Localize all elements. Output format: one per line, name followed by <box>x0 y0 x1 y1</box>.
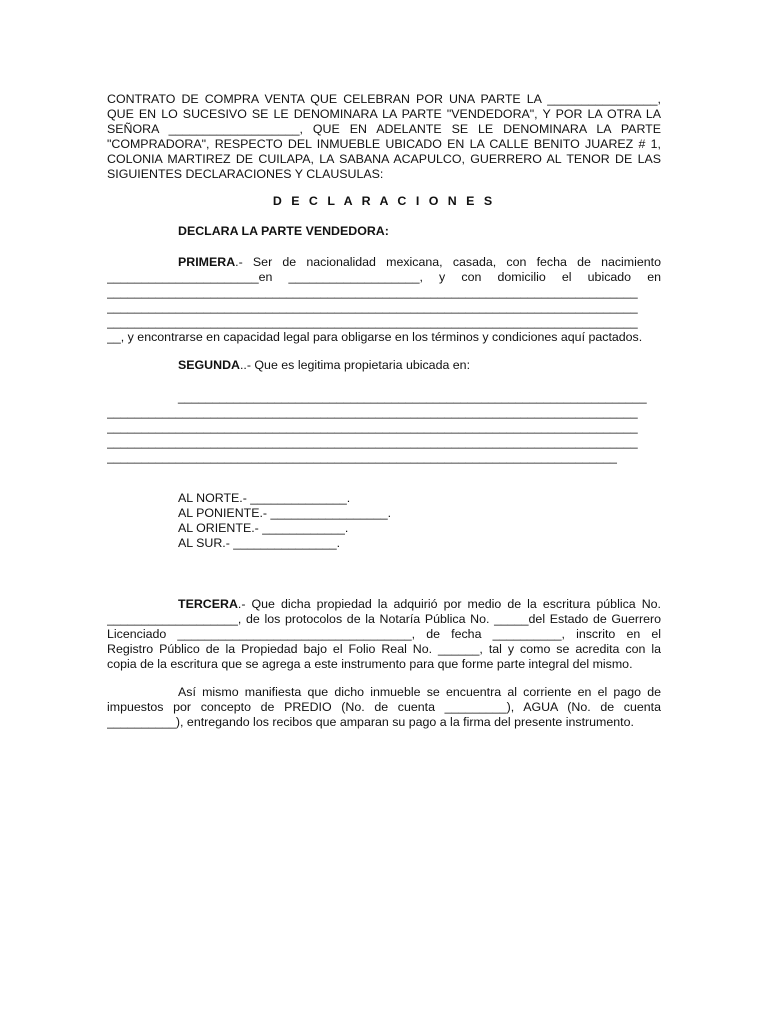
primera-line: _____________________________________________________________________________ <box>107 300 638 314</box>
tercera-line: copia de la escritura que se agrega a este instrumento para que forme parte integral del mismo. <box>107 657 633 671</box>
intro-line: SEÑORA ___________________, QUE EN ADELANTE SE LE DENOMINARA LA PARTE <box>107 122 661 136</box>
blank-line: ____________________________________________________________________ <box>178 390 647 404</box>
asimismo-line: Así mismo manifiesta que dicho inmueble se encuentra al corriente en el pago de <box>178 685 661 699</box>
tercera-line: TERCERA.- Que dicha propiedad la adquirió por medio de la escritura pública No. <box>178 597 661 611</box>
clause-primera <box>107 255 661 345</box>
tercera-label: TERCERA <box>178 597 238 611</box>
blank-line: _____________________________________________________________________________ <box>107 435 638 449</box>
primera-line: __, y encontrarse en capacidad legal para obligarse en los términos y condiciones aquí pactados. <box>107 330 643 344</box>
primera-line: PRIMERA.- Ser de nacionalidad mexicana, casada, con fecha de nacimiento <box>178 255 661 269</box>
intro-line: COLONIA MARTIREZ DE CUILAPA, LA SABANA ACAPULCO, GUERRERO AL TENOR DE LAS <box>107 152 661 166</box>
blank-line: __________________________________________________________________________ <box>107 450 617 464</box>
segunda-line: SEGUNDA..- Que es legitima propietaria ubicada en: <box>178 358 471 372</box>
declaraciones-heading: D E C L A R A C I O N E S <box>272 194 496 208</box>
clause-tercera <box>107 597 661 672</box>
intro-line: CONTRATO DE COMPRA VENTA QUE CELEBRAN POR UNA PARTE LA ________________, <box>107 92 661 106</box>
segunda-label: SEGUNDA <box>178 358 240 372</box>
primera-line: ______________________en ___________________, y con domicilio el ubicado en <box>107 270 661 284</box>
tercera-line: ___________________, de los protocolos de la Notaría Pública No. _____del Estado de Guerrero <box>107 612 661 626</box>
contract-intro <box>107 92 661 182</box>
intro-line: "COMPRADORA", RESPECTO DEL INMUEBLE UBICADO EN LA CALLE BENITO JUAREZ # 1, <box>107 137 661 151</box>
intro-line: QUE EN LO SUCESIVO SE LE DENOMINARA LA PARTE "VENDEDORA", Y POR LA OTRA LA <box>107 107 661 121</box>
intro-line: SIGUIENTES DECLARACIONES Y CLAUSULAS: <box>107 167 384 181</box>
declara-vendedora-heading: DECLARA LA PARTE VENDEDORA: <box>178 224 389 238</box>
primera-line: _____________________________________________________________________________ <box>107 315 638 329</box>
colindancias <box>178 491 391 551</box>
tercera-line: Registro Público de la Propiedad bajo el Folio Real No. ______, tal y como se acredita con la <box>107 642 661 656</box>
paragraph-asimismo <box>107 685 661 730</box>
tercera-line: Licenciado __________________________________, de fecha __________, inscrito en el <box>107 627 661 641</box>
colindancia-norte: AL NORTE.- ______________. <box>178 491 351 505</box>
primera-label: PRIMERA <box>178 255 236 269</box>
colindancia-oriente: AL ORIENTE.- ____________. <box>178 521 349 535</box>
blank-line: _____________________________________________________________________________ <box>107 420 638 434</box>
clause-segunda <box>107 358 661 373</box>
primera-line: _____________________________________________________________________________ <box>107 285 638 299</box>
colindancia-poniente: AL PONIENTE.- _________________. <box>178 506 392 520</box>
asimismo-line: __________), entregando los recibos que amparan su pago a la firma del presente instrumento. <box>107 715 634 729</box>
colindancia-sur: AL SUR.- _______________. <box>178 536 341 550</box>
asimismo-line: impuestos por concepto de PREDIO (No. de cuenta _________), AGUA (No. de cuenta <box>107 700 661 714</box>
blank-line: _____________________________________________________________________________ <box>107 405 638 419</box>
segunda-blank-lines <box>107 390 661 465</box>
